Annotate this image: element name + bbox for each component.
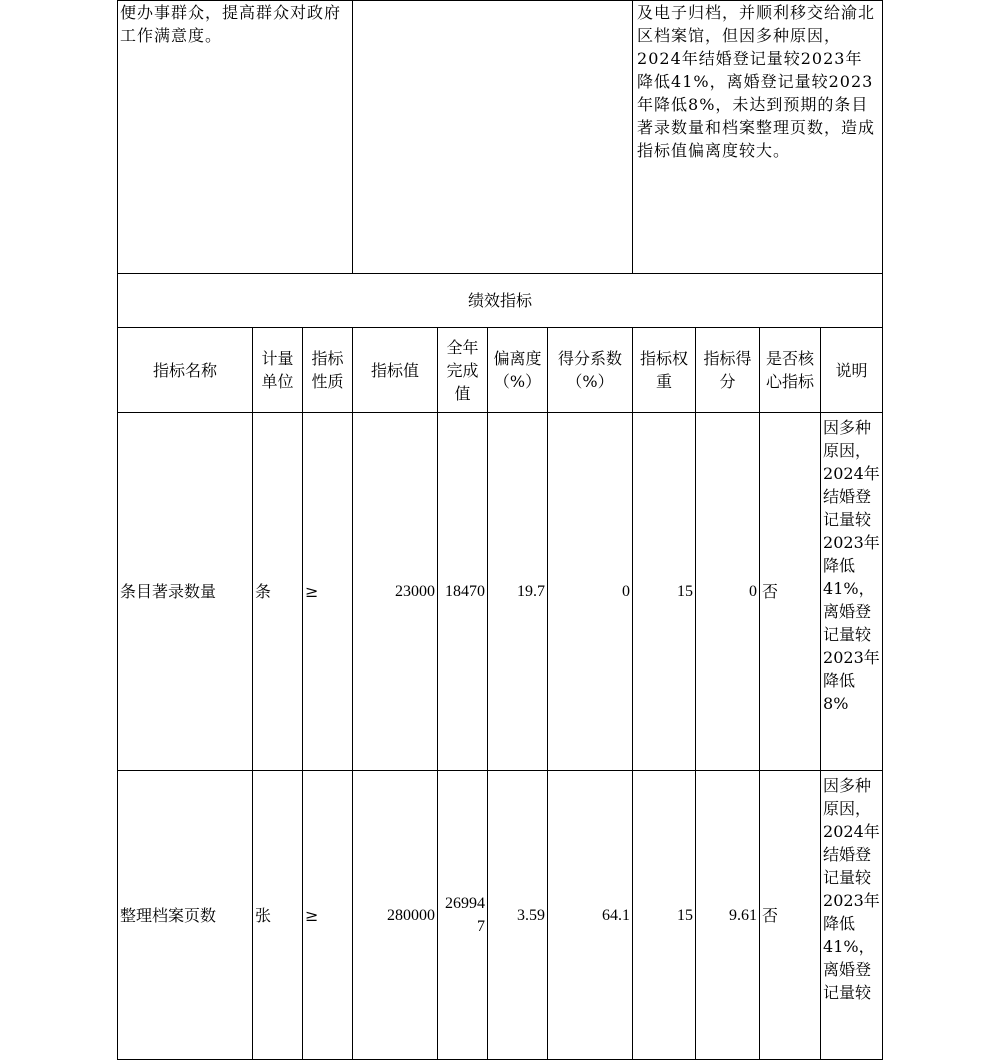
header-weight: 指标权重 [633,328,696,413]
section-title: 绩效指标 [118,274,883,328]
top-row [118,1,883,274]
row-name: 整理档案页数 [118,771,253,1060]
row-coefficient: 0 [548,413,633,771]
row-deviation: 19.7 [488,413,548,771]
row-score: 9.61 [696,771,760,1060]
row-unit: 张 [253,771,303,1060]
row-note: 因多种原因，2024年结婚登记量较2023年降低41%，离婚登记量较 [821,771,883,1060]
header-unit: 计量单位 [253,328,303,413]
row-weight: 15 [633,413,696,771]
header-core: 是否核心指标 [760,328,821,413]
header-value: 指标值 [353,328,438,413]
row-coefficient: 64.1 [548,771,633,1060]
header-row [118,328,883,413]
header-deviation: 偏离度（%） [488,328,548,413]
row-core: 否 [760,413,821,771]
header-completion: 全年完成值 [438,328,488,413]
row-unit: 条 [253,413,303,771]
table-row [118,413,883,771]
header-note: 说明 [821,328,883,413]
row-name: 条目著录数量 [118,413,253,771]
header-name: 指标名称 [118,328,253,413]
row-deviation: 3.59 [488,771,548,1060]
header-score: 指标得分 [696,328,760,413]
row-nature: ≥ [303,771,353,1060]
row-weight: 15 [633,771,696,1060]
row-completion: 269947 [438,771,488,1060]
header-coefficient: 得分系数（%） [548,328,633,413]
performance-table [117,0,883,1060]
row-score: 0 [696,413,760,771]
table-row [118,771,883,1060]
row-value: 280000 [353,771,438,1060]
row-value: 23000 [353,413,438,771]
row-completion: 18470 [438,413,488,771]
row-note: 因多种原因，2024年结婚登记量较2023年降低41%，离婚登记量较2023年降低8% [821,413,883,771]
row-nature: ≥ [303,413,353,771]
header-nature: 指标性质 [303,328,353,413]
top-left-cell: 便办事群众，提高群众对政府工作满意度。 [118,1,353,274]
section-title-row [118,274,883,328]
top-right-cell: 及电子归档，并顺利移交给渝北区档案馆，但因多种原因，2024年结婚登记量较2023年降低41%，离婚登记量较2023年降低8%，未达到预期的条目著录数量和档案整理页数，造成指标值偏离度较大。 [633,1,883,274]
top-middle-cell [353,1,633,274]
row-core: 否 [760,771,821,1060]
